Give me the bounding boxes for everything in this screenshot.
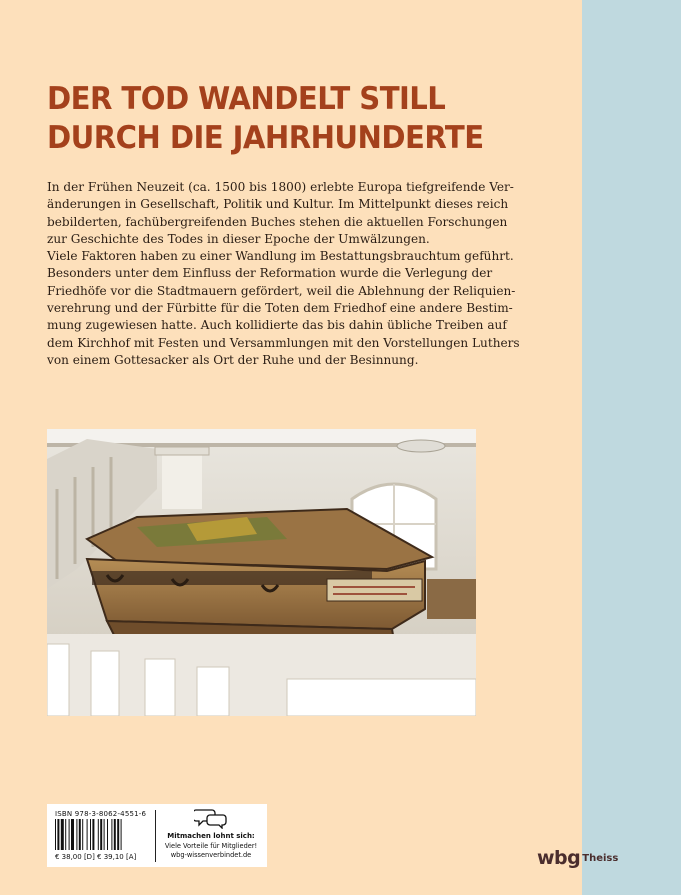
- promo-benefits: Viele Vorteile für Mitglieder!: [164, 842, 258, 850]
- promo-website: wbg-wissenverbindet.de: [170, 851, 252, 859]
- title-line: DER TOD WANDELT STILL: [47, 81, 446, 117]
- publisher-logo: [537, 847, 618, 869]
- blurb-line: verehrung und der Fürbitte für die Toten dem Friedhof eine andere Bestim-: [47, 301, 513, 316]
- blurb-text: [47, 179, 520, 369]
- barcode: [55, 819, 153, 850]
- divider: [155, 810, 156, 862]
- isbn-text: ISBN 978-3-8062-4551-6: [55, 810, 147, 818]
- coffin-illustration: [47, 429, 476, 716]
- speech-bubbles-icon: [194, 807, 228, 829]
- publisher-name: Theiss: [582, 853, 619, 864]
- publisher-mark: wbg: [537, 847, 581, 869]
- spine-strip: [582, 0, 681, 895]
- blurb-line: Friedhöfe vor die Stadtmauern gefördert, weil die Ablehnung der Reliquien-: [47, 283, 516, 298]
- price-text: € 38,00 [D] € 39,10 [A]: [55, 853, 137, 861]
- blurb-line: In der Frühen Neuzeit (ca. 1500 bis 1800) erlebte Europa tiefgreifende Ver-: [47, 180, 514, 194]
- blurb-line: Besonders unter dem Einfluss der Reformation wurde die Verlegung der: [47, 266, 493, 281]
- blurb-line: Viele Faktoren haben zu einer Wandlung im Bestattungsbrauchtum geführt.: [47, 249, 514, 264]
- coffin-photo: [47, 429, 476, 716]
- blurb-line: zur Geschichte des Todes in dieser Epoche der Umwälzungen.: [47, 231, 430, 246]
- promo-headline: Mitmachen lohnt sich:: [167, 832, 255, 840]
- blurb-line: bebilderten, fachübergreifenden Buches stehen die aktuellen Forschungen: [47, 214, 508, 229]
- blurb-line: änderungen in Gesellschaft, Politik und Kultur. Im Mittelpunkt dieses reich: [47, 197, 509, 212]
- book-title: [47, 80, 536, 158]
- barcode-box: [47, 804, 267, 867]
- blurb-line: von einem Gottesacker als Ort der Ruhe und der Besinnung.: [47, 352, 419, 367]
- blurb-line: mung zugewiesen hatte. Auch kollidierte das bis dahin übliche Treiben auf: [47, 318, 507, 333]
- title-line: DURCH DIE JAHRHUNDERTE: [47, 120, 484, 156]
- blurb-line: dem Kirchhof mit Festen und Versammlungen mit den Vorstellungen Luthers: [47, 335, 520, 350]
